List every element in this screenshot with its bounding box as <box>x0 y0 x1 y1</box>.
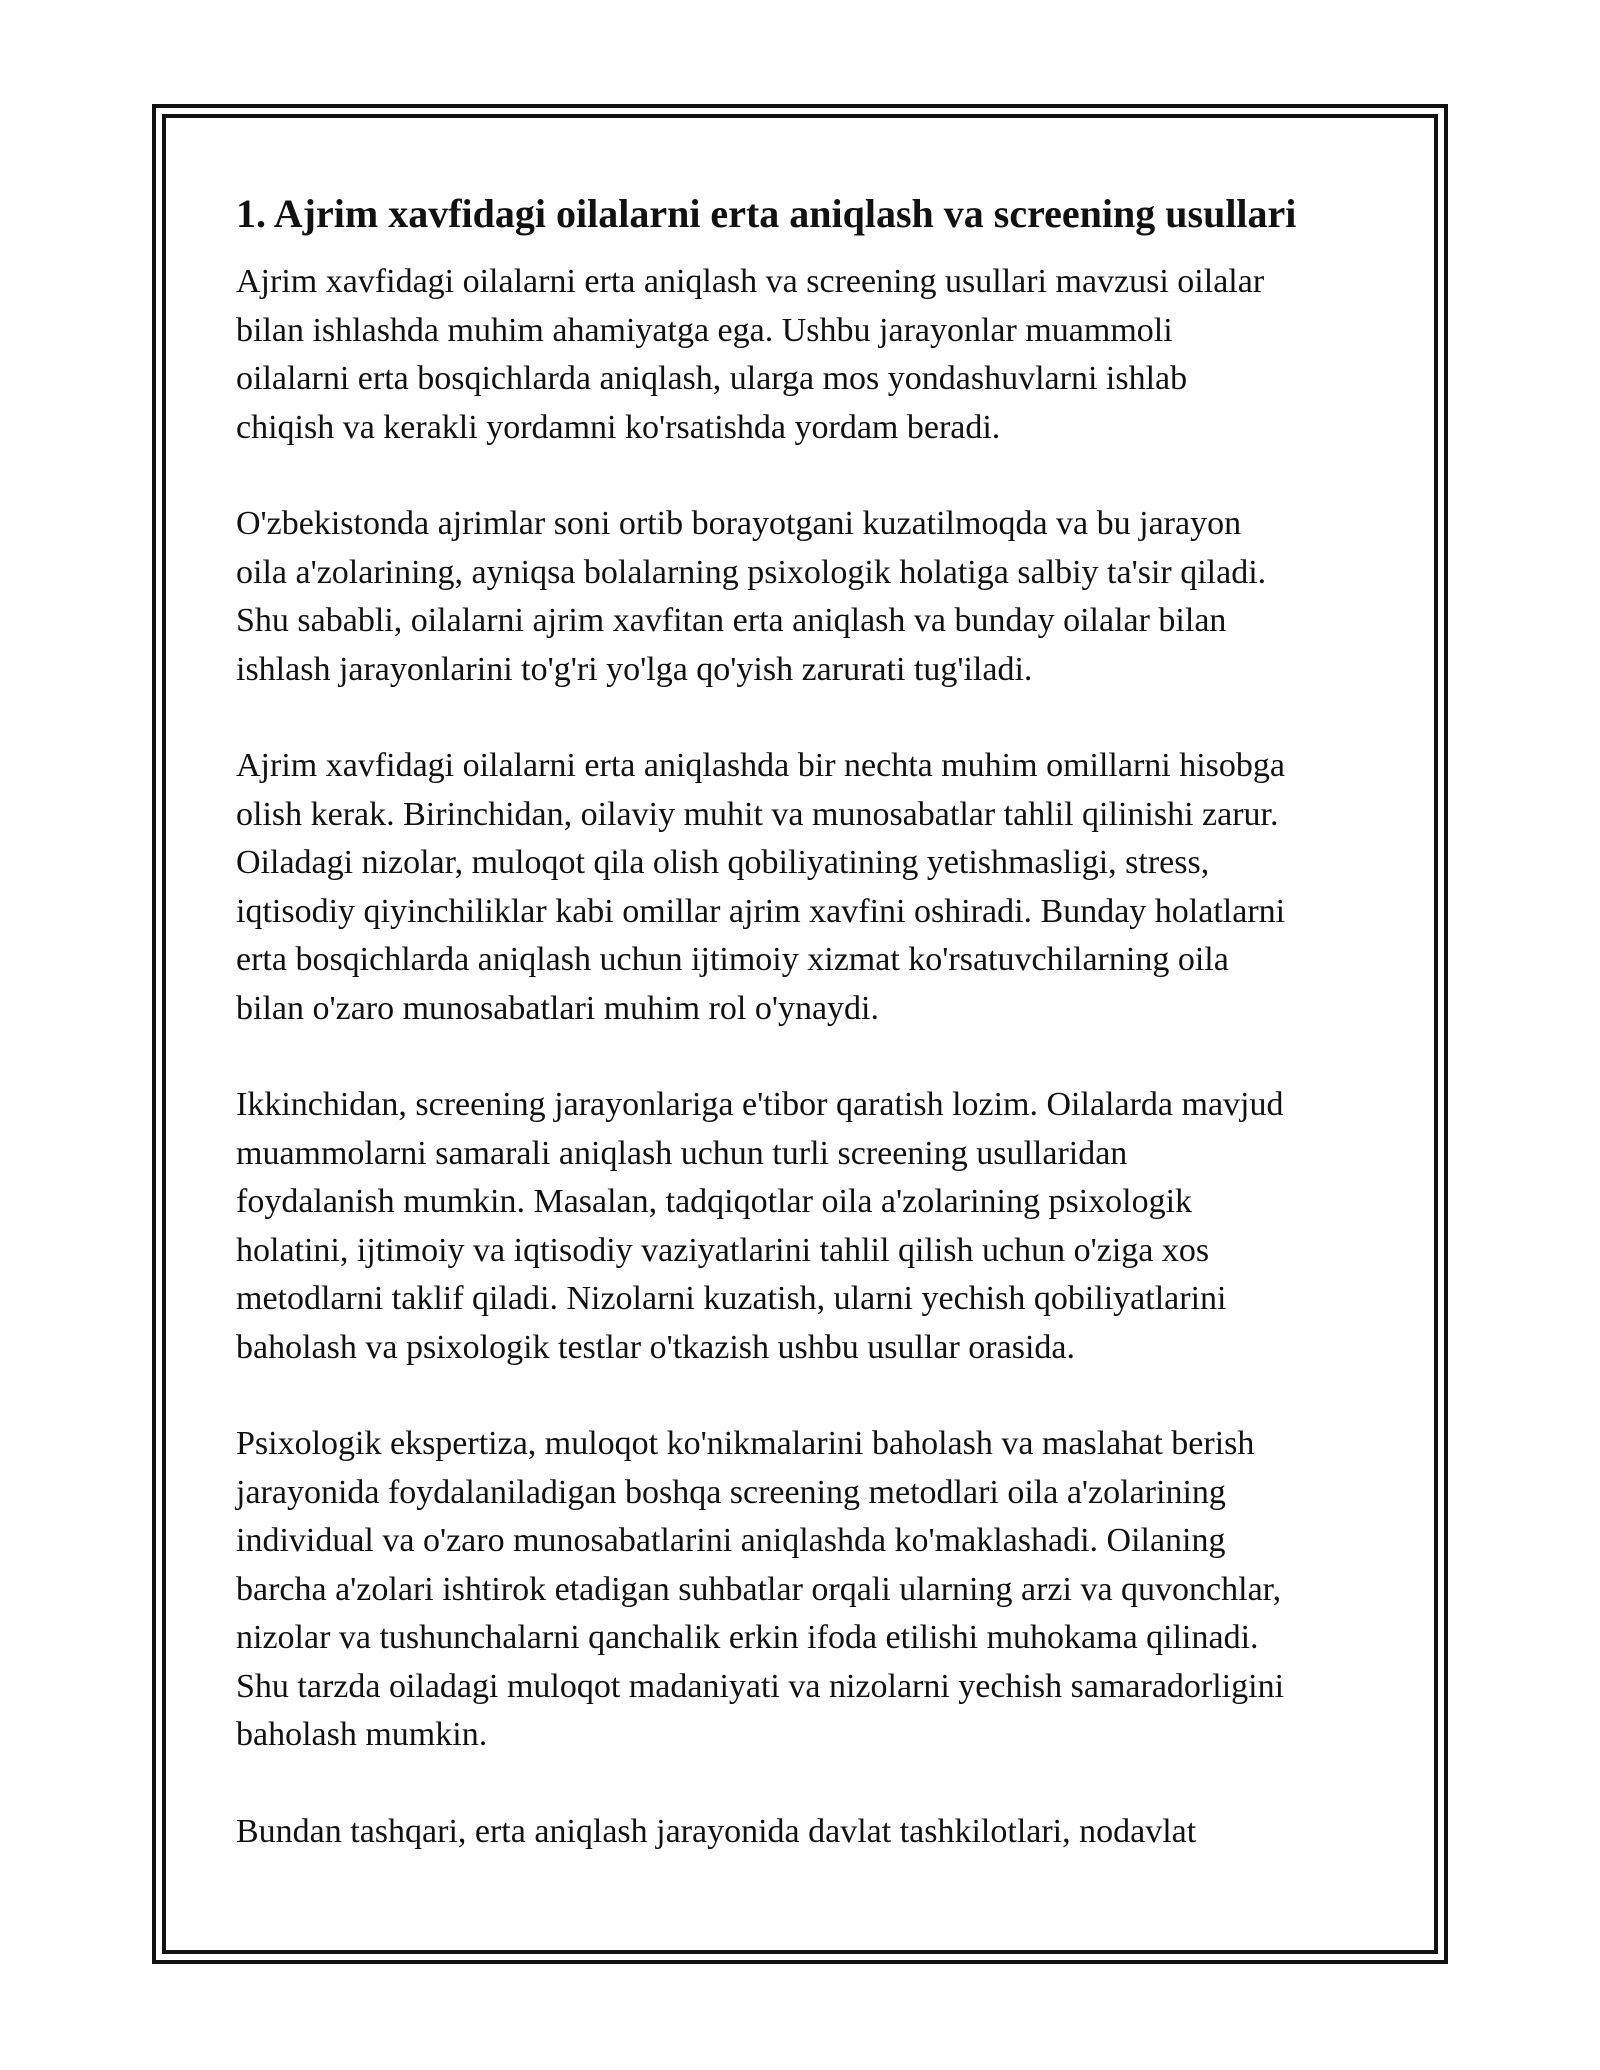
paragraph-line: iqtisodiy qiyinchiliklar kabi omillar ajrim xavfini oshiradi. Bunday holatlarni <box>236 892 1286 930</box>
paragraph-line: Ikkinchidan, screening jarayonlariga e'tibor qaratish lozim. Oilalarda mavjud <box>236 1086 1284 1123</box>
paragraph-line: individual va o'zaro munosabatlarini aniqlashda ko'maklashadi. Oilaning <box>236 1522 1226 1559</box>
paragraph-line: baholash va psixologik testlar o'tkazish ushbu usullar orasida. <box>236 1328 1075 1366</box>
paragraph-line: oila a'zolarining, ayniqsa bolalarning psixologik holatiga salbiy ta'sir qiladi. <box>236 553 1267 591</box>
paragraph-line: ishlash jarayonlarini to'g'ri yo'lga qo'yish zarurati tug'iladi. <box>236 650 1033 688</box>
paragraph-line: chiqish va kerakli yordamni ko'rsatishda yordam beradi. <box>236 408 1001 446</box>
section-heading: 1. Ajrim xavfidagi oilalarni erta aniqlash va screening usullari <box>236 191 1297 236</box>
paragraph-line: baholash mumkin. <box>236 1716 488 1753</box>
paragraph-line: nizolar va tushunchalarni qanchalik erkin ifoda etilishi muhokama qilinadi. <box>236 1619 1259 1656</box>
paragraph-5 <box>236 1420 1376 1760</box>
paragraph-line: metodlarni taklif qiladi. Nizolarni kuzatish, ularni yechish qobiliyatlarini <box>236 1280 1227 1317</box>
paragraph-line: O'zbekistonda ajrimlar soni ortib borayotgani kuzatilmoqda va bu jarayon <box>236 505 1242 542</box>
paragraph-3 <box>236 742 1376 1033</box>
paragraph-line: oilalarni erta bosqichlarda aniqlash, ularga mos yondashuvlarni ishlab <box>236 360 1188 397</box>
paragraph-line: bilan ishlashda muhim ahamiyatga ega. Ushbu jarayonlar muammoli <box>236 311 1173 349</box>
paragraph-line: foydalanish mumkin. Masalan, tadqiqotlar oila a'zolarining psixologik <box>236 1183 1193 1220</box>
paragraph-line: holatini, ijtimoiy va iqtisodiy vaziyatlarini tahlil qilish uchun o'ziga xos <box>236 1231 1210 1269</box>
document-body <box>236 186 1376 1904</box>
paragraph-2 <box>236 500 1376 694</box>
paragraph-line: olish kerak. Birinchidan, oilaviy muhit va munosabatlar tahlil qilinishi zarur. <box>236 795 1279 833</box>
paragraph-line: barcha a'zolari ishtirok etadigan suhbatlar orqali ularning arzi va quvonchlar, <box>236 1570 1282 1608</box>
paragraph-line: Psixologik ekspertiza, muloqot ko'nikmalarini baholash va maslahat berish <box>236 1425 1255 1462</box>
paragraph-4 <box>236 1081 1376 1372</box>
paragraph-line: Shu tarzda oiladagi muloqot madaniyati va nizolarni yechish samaradorligini <box>236 1667 1285 1705</box>
paragraph-line: Bundan tashqari, erta aniqlash jarayonida davlat tashkilotlari, nodavlat <box>236 1812 1197 1850</box>
paragraph-6 <box>236 1808 1376 1857</box>
paragraph-line: Oiladagi nizolar, muloqot qila olish qobiliyatining yetishmasligi, stress, <box>236 844 1210 881</box>
paragraph-line: jarayonida foydalaniladigan boshqa screening metodlari oila a'zolarining <box>236 1473 1226 1511</box>
paragraph-line: Ajrim xavfidagi oilalarni erta aniqlashda bir nechta muhim omillarni hisobga <box>236 747 1285 784</box>
paragraph-line: Ajrim xavfidagi oilalarni erta aniqlash va screening usullari mavzusi oilalar <box>236 263 1265 300</box>
paragraph-line: bilan o'zaro munosabatlari muhim rol o'ynaydi. <box>236 989 879 1027</box>
paragraph-line: Shu sababli, oilalarni ajrim xavfitan erta aniqlash va bunday oilalar bilan <box>236 602 1227 639</box>
paragraph-1 <box>236 258 1376 452</box>
paragraph-line: muammolarni samarali aniqlash uchun turli screening usullaridan <box>236 1134 1128 1172</box>
paragraph-line: erta bosqichlarda aniqlash uchun ijtimoiy xizmat ko'rsatuvchilarning oila <box>236 941 1229 978</box>
